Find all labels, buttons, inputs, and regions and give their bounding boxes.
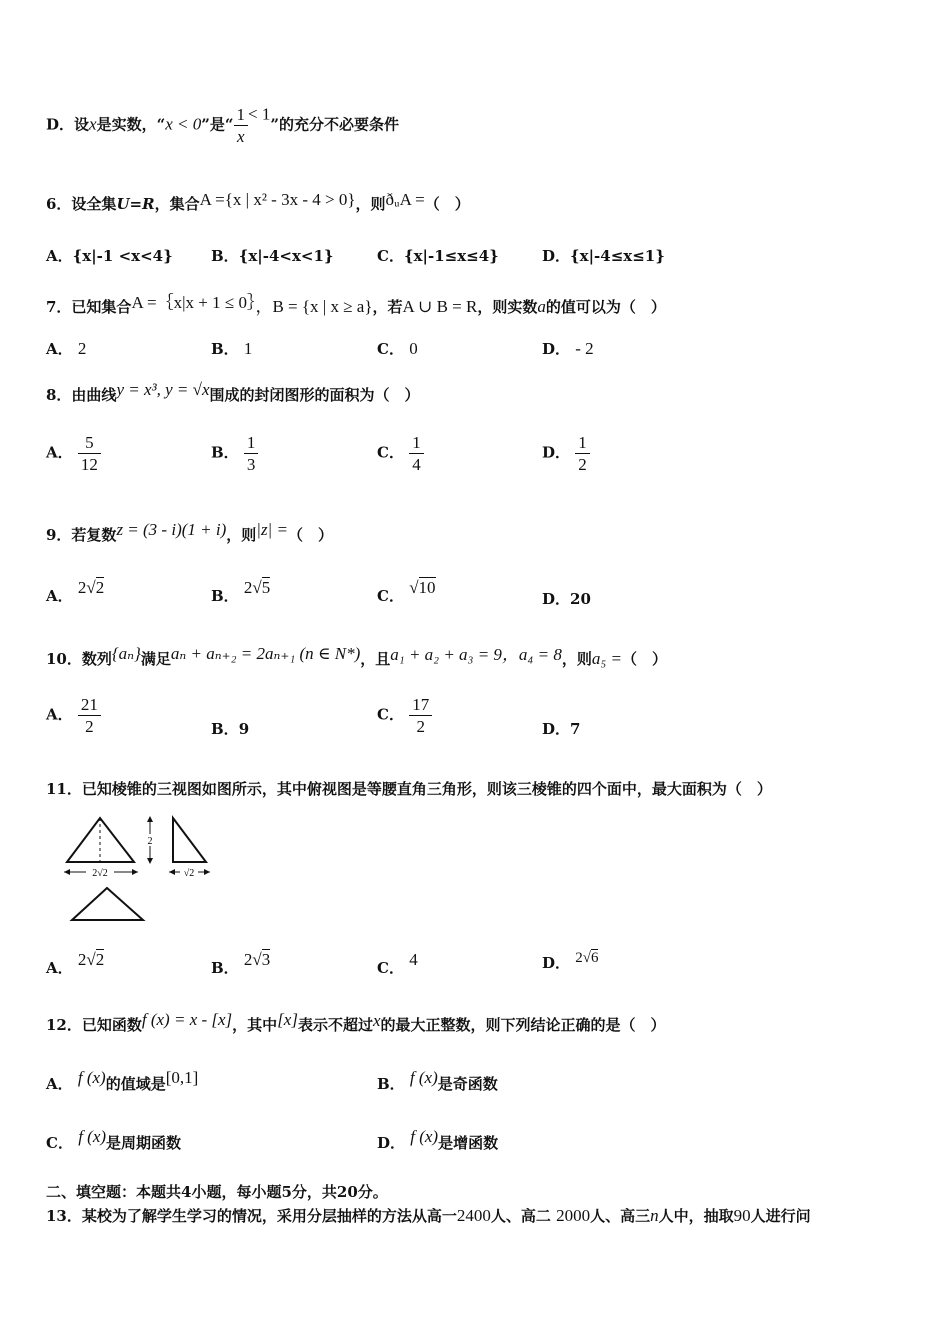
q7-option-a[interactable]: A． 2 (46, 339, 87, 358)
question-8-stem: 8．由曲线y = x³, y = √x围成的封闭图形的面积为（ ） (46, 380, 420, 404)
q9-option-b[interactable]: B． 2√5 (211, 578, 271, 605)
q12-option-b[interactable]: B． f (x)是奇函数 (377, 1068, 498, 1093)
q6-option-b[interactable]: B．{x|-4<x<1} (211, 247, 334, 265)
arrow-left-icon (64, 869, 70, 875)
arrow-left-icon (169, 869, 175, 875)
q6-option-a[interactable]: A．{x|-1 <x<4} (46, 247, 173, 265)
question-10-stem: 10．数列{aₙ}满足aₙ + aₙ₊₂ = 2aₙ₊₁ (n ∈ N*)，且a₁ + a₂ + a₃ = 9，a₄ = 8，则a₅ =（ ） (46, 644, 667, 668)
section-heading-fill-in: 二、填空题：本题共4小题，每小题5分，共20分。 (46, 1183, 388, 1201)
question-9-stem: 9．若复数z = (3 - i)(1 + i)，则|z| =（ ） (46, 520, 333, 544)
q10-option-d[interactable]: D．7 (542, 720, 581, 738)
q10-option-a[interactable]: A． $\frac{21}{2}$ (46, 694, 101, 737)
q10-option-b[interactable]: B．9 (211, 720, 250, 738)
top-view-triangle (72, 888, 143, 920)
q8-option-d[interactable]: D． $\frac{1}{2}$ (542, 432, 590, 475)
q6-option-c[interactable]: C．{x|-1≤x≤4} (377, 247, 499, 265)
q8-option-a[interactable]: A． $\frac{5}{12}$ (46, 432, 101, 475)
q7-option-b[interactable]: B． 1 (211, 339, 253, 358)
question-6-stem: 6．设全集U=R，集合A ={x | x² - 3x - 4 > 0}，则ðᵤA =（ ） (46, 190, 470, 213)
q7-option-d[interactable]: D． - 2 (542, 339, 594, 358)
q9-option-d[interactable]: D．20 (542, 590, 591, 608)
question-12-stem: 12．已知函数f (x) = x - [x]，其中[x]表示不超过x的最大正整数，则下列结论正确的是（ ） (46, 1010, 666, 1034)
question-7-stem: 7．已知集合A =｛x|x + 1 ≤ 0｝，B = {x | x ≥ a}，若A ∪ B = R，则实数a的值可以为（ ） (46, 293, 666, 316)
arrow-down-icon (147, 858, 153, 864)
question-13-stem: 13．某校为了解学生学习的情况，采用分层抽样的方法从高一2400人、高二 2000人、高三n人中，抽取90人进行问 (46, 1206, 811, 1225)
q11-option-c[interactable]: C． 4 (377, 950, 418, 977)
side-view-triangle (173, 818, 206, 862)
q11-option-d[interactable]: D． 2√6 (542, 950, 599, 972)
fraction: $\frac{1}{x}$ (234, 104, 249, 147)
arrow-right-icon (132, 869, 138, 875)
q8-option-c[interactable]: C． $\frac{1}{4}$ (377, 432, 424, 475)
q12-option-d[interactable]: D． f (x)是增函数 (377, 1127, 499, 1152)
arrow-right-icon (204, 869, 210, 875)
question-5-option-d: D．设x是实数，“x < 0”是“ $\frac{1}{x}$ < 1”的充分不必要条件 (46, 104, 399, 146)
q11-option-b[interactable]: B． 2√3 (211, 950, 271, 977)
q8-option-b[interactable]: B． $\frac{1}{3}$ (211, 432, 258, 475)
q7-option-c[interactable]: C． 0 (377, 339, 418, 358)
q12-option-a[interactable]: A． f (x)的值域是[0,1] (46, 1068, 199, 1093)
arrow-up-icon (147, 816, 153, 822)
front-base-label: 2√2 (92, 868, 108, 879)
question-11-stem: 11．已知棱锥的三视图如图所示，其中俯视图是等腰直角三角形，则该三棱锥的四个面中，最大面积为（ ） (46, 780, 772, 798)
q10-option-c[interactable]: C． $\frac{17}{2}$ (377, 694, 432, 737)
q11-option-a[interactable]: A． 2√2 (46, 950, 105, 977)
side-base-label: √2 (183, 868, 195, 879)
q9-option-a[interactable]: A． 2√2 (46, 578, 105, 605)
q12-option-c[interactable]: C． f (x)是周期函数 (46, 1127, 182, 1152)
side-height-label: 2 (147, 836, 153, 847)
q9-option-c[interactable]: C． √10 (377, 578, 436, 605)
q6-option-d[interactable]: D．{x|-4≤x≤1} (542, 247, 665, 265)
three-view-figure (56, 810, 226, 925)
